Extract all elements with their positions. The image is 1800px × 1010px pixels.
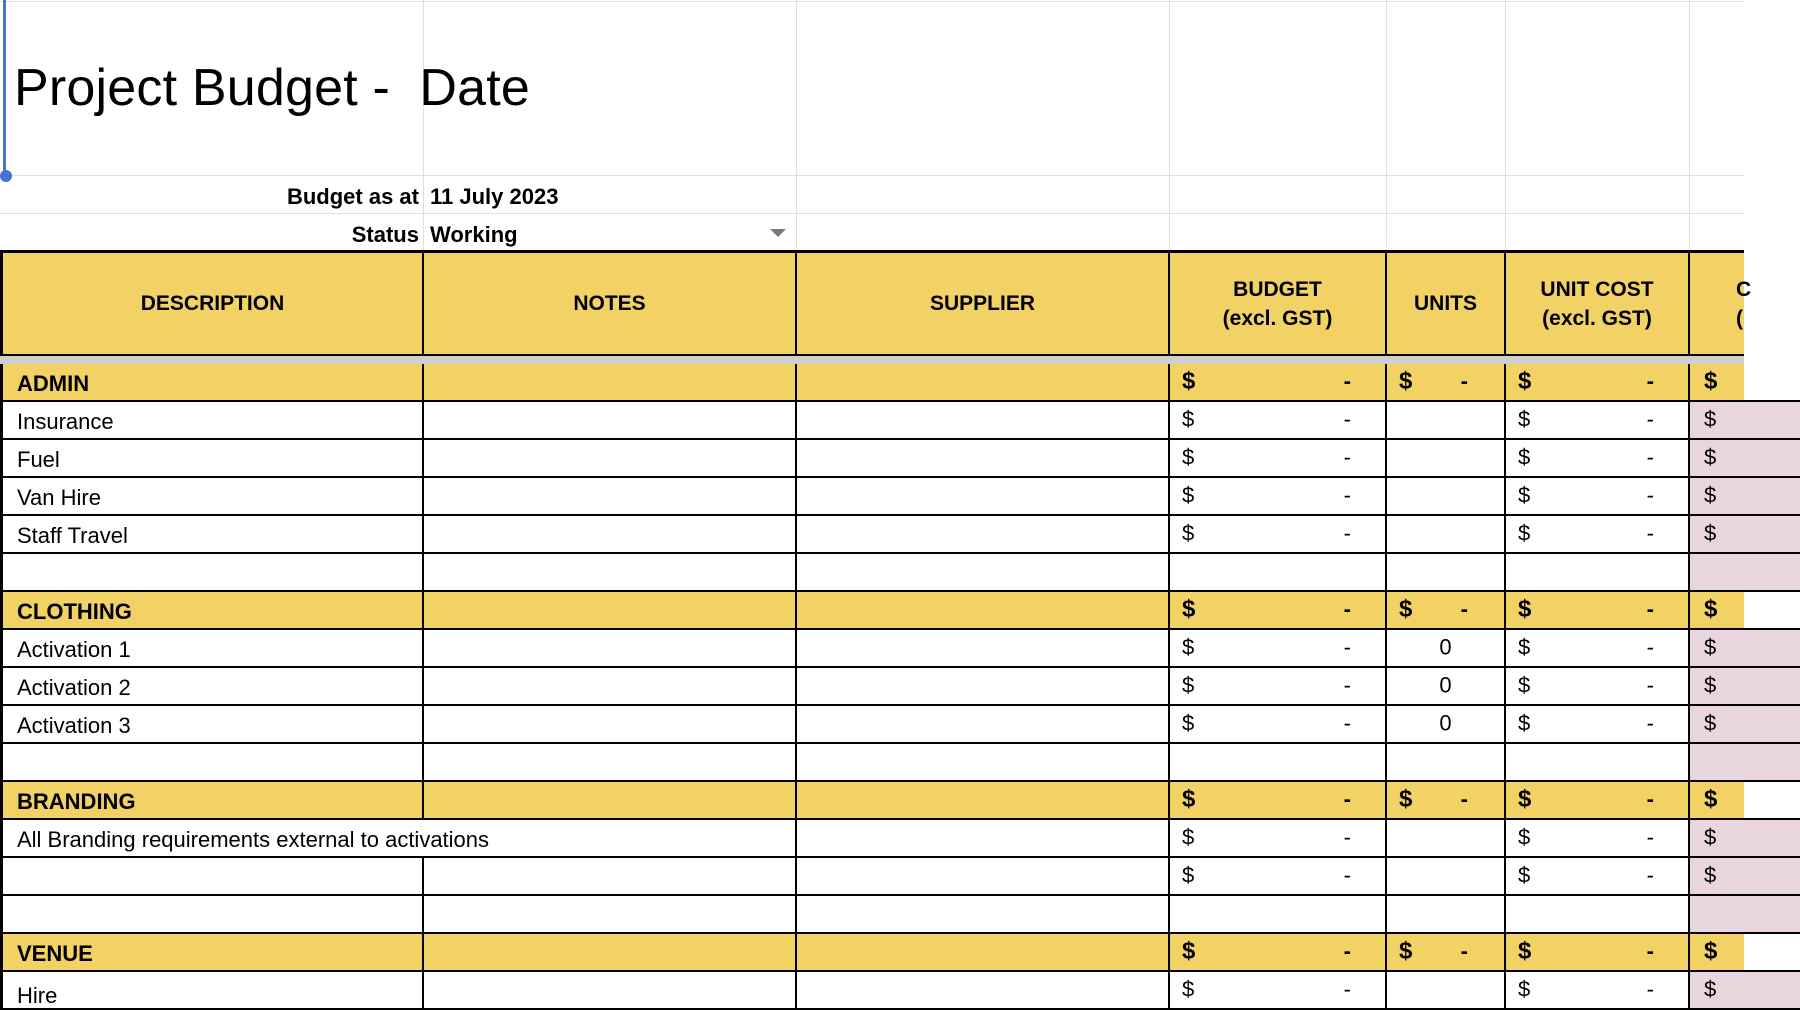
unit-cost-cell [1506,592,1690,630]
header-units[interactable]: UNITS [1387,253,1506,354]
currency-symbol: $ [1518,862,1531,888]
table-row-empty[interactable] [0,554,1744,592]
unit-cost-cell [1506,782,1690,820]
currency-symbol: $ [1518,444,1531,470]
currency-symbol: $ [1399,595,1413,623]
units-cell[interactable] [1387,402,1506,440]
currency-symbol: $ [1182,444,1195,470]
table-row[interactable] [0,440,1744,478]
status-dropdown[interactable]: Working [430,222,518,247]
next-column-cell [1690,592,1800,630]
amount-dash: - [1343,520,1351,546]
amount-dash: - [1343,444,1351,470]
currency-symbol: $ [1182,785,1196,813]
amount-dash: - [1646,938,1654,964]
amount-dash: - [1646,482,1654,508]
supplier-cell[interactable] [797,440,1170,478]
category-label[interactable]: ADMIN [17,371,90,396]
units-cell[interactable] [1387,744,1506,782]
currency-symbol: $ [1182,367,1196,395]
units-cell[interactable] [1387,440,1506,478]
currency-symbol: $ [1182,937,1196,965]
currency-symbol: $ [1399,937,1413,965]
header-separator [0,356,1744,364]
next-column-cell [1690,364,1800,402]
header-description[interactable]: DESCRIPTION [0,253,424,354]
notes-cell[interactable] [424,896,797,934]
currency-symbol: $ [1518,367,1532,395]
budget-as-at-label: Budget as at [286,184,419,209]
notes-cell[interactable] [424,364,797,402]
budget-cell [1170,934,1387,972]
item-description[interactable]: Activation 1 [17,637,131,662]
currency-symbol: $ [1704,520,1717,546]
currency-symbol: $ [1704,406,1717,432]
currency-symbol: $ [1704,595,1718,623]
notes-cell[interactable] [424,972,797,1010]
currency-symbol: $ [1518,824,1531,850]
currency-symbol: $ [1182,595,1196,623]
currency-symbol: $ [1182,862,1195,888]
unit-cost-cell[interactable] [1506,554,1690,592]
supplier-cell[interactable] [797,972,1170,1010]
next-column-cell [1690,516,1800,554]
category-label[interactable]: VENUE [17,941,93,966]
header-next-line1: C [1736,277,1752,301]
currency-symbol: $ [1518,710,1531,736]
header-next-column[interactable] [1690,253,1800,354]
description-cell[interactable] [0,744,424,782]
supplier-cell[interactable] [797,744,1170,782]
description-cell[interactable] [0,858,424,896]
unit-cost-cell [1506,402,1690,440]
amount-dash: - [1646,444,1654,470]
amount-dash: - [1343,482,1351,508]
grid-line [0,213,1744,214]
budget-date-cell[interactable]: 11 July 2023 [430,184,559,209]
budget-cell [1170,630,1387,668]
budget-cell [1170,440,1387,478]
table-row[interactable] [0,516,1744,554]
table-row[interactable] [0,972,1744,1010]
unit-cost-cell [1506,934,1690,972]
supplier-cell[interactable] [797,668,1170,706]
currency-symbol: $ [1518,976,1531,1002]
currency-symbol: $ [1182,824,1195,850]
description-cell[interactable] [0,554,424,592]
notes-cell[interactable] [424,934,797,972]
amount-dash: - [1460,938,1468,964]
header-budget-line1: BUDGET [1233,277,1322,301]
table-row[interactable] [0,402,1744,440]
next-column-cell [1690,706,1800,744]
header-unit-cost[interactable] [1506,253,1690,354]
table-row[interactable] [0,820,1744,858]
currency-symbol: $ [1518,785,1532,813]
amount-dash: - [1646,406,1654,432]
amount-dash: - [1343,862,1351,888]
notes-cell[interactable] [424,478,797,516]
next-column-cell[interactable] [1690,896,1800,934]
units-value[interactable]: 0 [1439,634,1452,660]
amount-dash: - [1460,596,1468,622]
currency-symbol: $ [1182,482,1195,508]
amount-dash: - [1343,634,1351,660]
unit-cost-cell [1506,972,1690,1010]
next-column-cell [1690,630,1800,668]
description-cell[interactable] [0,896,424,934]
amount-dash: - [1343,672,1351,698]
header-next-line2: ( [1736,306,1743,330]
currency-symbol: $ [1704,937,1718,965]
next-column-cell [1690,972,1800,1010]
cell-selection-border[interactable] [3,0,6,176]
currency-symbol: $ [1518,937,1532,965]
table-row[interactable] [0,858,1744,896]
unit-cost-cell [1506,668,1690,706]
budget-cell [1170,820,1387,858]
table-row-empty[interactable] [0,896,1744,934]
item-description[interactable]: Activation 3 [17,713,131,738]
currency-symbol: $ [1704,785,1718,813]
chevron-down-icon[interactable] [770,229,786,237]
table-row[interactable] [0,478,1744,516]
units-cell[interactable] [1387,516,1506,554]
currency-symbol: $ [1518,595,1532,623]
notes-cell[interactable] [424,440,797,478]
currency-symbol: $ [1704,862,1717,888]
notes-cell[interactable] [424,706,797,744]
unit-cost-cell [1506,478,1690,516]
amount-dash: - [1646,634,1654,660]
units-cell [1387,706,1506,744]
item-description[interactable]: Hire [17,983,58,1008]
budget-cell [1170,478,1387,516]
column-header-row [0,250,1752,356]
category-label[interactable]: BRANDING [17,789,136,814]
header-budget[interactable] [1170,253,1387,354]
notes-cell[interactable] [424,554,797,592]
amount-dash: - [1343,786,1351,812]
amount-dash: - [1460,368,1468,394]
header-unit-cost-line1: UNIT COST [1540,277,1654,301]
units-cell [1387,364,1506,402]
currency-symbol: $ [1518,406,1531,432]
budget-cell[interactable] [1170,896,1387,934]
category-label[interactable]: CLOTHING [17,599,132,624]
amount-dash: - [1460,786,1468,812]
amount-dash: - [1343,596,1351,622]
supplier-cell[interactable] [797,364,1170,402]
notes-cell[interactable] [424,630,797,668]
header-supplier[interactable]: SUPPLIER [797,253,1170,354]
currency-symbol: $ [1704,976,1717,1002]
units-cell[interactable] [1387,896,1506,934]
next-column-cell[interactable] [1690,554,1800,592]
item-description[interactable]: Staff Travel [17,523,128,548]
units-value[interactable]: 0 [1439,710,1452,736]
notes-cell[interactable] [424,516,797,554]
amount-dash: - [1343,976,1351,1002]
budget-cell [1170,782,1387,820]
currency-symbol: $ [1182,976,1195,1002]
supplier-cell[interactable] [797,706,1170,744]
header-budget-line2: (excl. GST) [1222,306,1333,330]
unit-cost-cell[interactable] [1506,896,1690,934]
table-row[interactable] [0,630,1744,668]
currency-symbol: $ [1518,672,1531,698]
budget-cell[interactable] [1170,744,1387,782]
amount-dash: - [1646,520,1654,546]
supplier-cell[interactable] [797,478,1170,516]
notes-cell[interactable] [424,858,797,896]
item-description[interactable]: Insurance [17,409,114,434]
amount-dash: - [1646,786,1654,812]
unit-cost-cell [1506,630,1690,668]
amount-dash: - [1646,672,1654,698]
supplier-cell[interactable] [797,516,1170,554]
units-cell [1387,630,1506,668]
currency-symbol: $ [1704,672,1717,698]
notes-cell[interactable] [424,782,797,820]
category-row-clothing[interactable] [0,592,1744,630]
budget-cell[interactable] [1170,554,1387,592]
notes-cell[interactable] [424,668,797,706]
currency-symbol: $ [1704,482,1717,508]
unit-cost-cell [1506,440,1690,478]
supplier-cell[interactable] [797,630,1170,668]
currency-symbol: $ [1704,634,1717,660]
next-column-cell [1690,858,1800,896]
supplier-cell[interactable] [797,820,1170,858]
next-column-cell[interactable] [1690,744,1800,782]
supplier-cell[interactable] [797,554,1170,592]
units-cell [1387,782,1506,820]
next-column-cell [1690,820,1800,858]
units-cell [1387,668,1506,706]
currency-symbol: $ [1704,824,1717,850]
item-description[interactable]: Van Hire [17,485,101,510]
amount-dash: - [1646,976,1654,1002]
amount-dash: - [1343,406,1351,432]
category-row-venue[interactable] [0,934,1744,972]
amount-dash: - [1646,368,1654,394]
supplier-cell[interactable] [797,592,1170,630]
amount-dash: - [1646,862,1654,888]
amount-dash: - [1343,824,1351,850]
budget-cell [1170,402,1387,440]
notes-cell[interactable] [424,592,797,630]
unit-cost-cell[interactable] [1506,744,1690,782]
currency-symbol: $ [1704,710,1717,736]
supplier-cell[interactable] [797,858,1170,896]
next-column-cell [1690,478,1800,516]
item-description[interactable]: All Branding requirements external to activations [17,827,490,852]
notes-cell[interactable] [424,402,797,440]
amount-dash: - [1343,710,1351,736]
grid-line [0,1,1744,2]
table-row-empty[interactable] [0,744,1744,782]
notes-cell[interactable] [424,744,797,782]
category-row-branding[interactable] [0,782,1744,820]
unit-cost-cell [1506,516,1690,554]
next-column-cell [1690,934,1800,972]
units-cell[interactable] [1387,972,1506,1010]
amount-dash: - [1646,710,1654,736]
units-cell[interactable] [1387,858,1506,896]
amount-dash: - [1343,368,1351,394]
currency-symbol: $ [1518,634,1531,660]
unit-cost-cell [1506,706,1690,744]
budget-cell [1170,364,1387,402]
currency-symbol: $ [1399,785,1413,813]
amount-dash: - [1343,938,1351,964]
supplier-cell[interactable] [797,782,1170,820]
category-row-admin[interactable] [0,364,1744,402]
status-label: Status [351,222,419,247]
grid-line [0,175,1744,176]
currency-symbol: $ [1182,634,1195,660]
currency-symbol: $ [1399,367,1413,395]
budget-cell [1170,516,1387,554]
header-notes[interactable]: NOTES [424,253,797,354]
currency-symbol: $ [1182,406,1195,432]
supplier-cell[interactable] [797,896,1170,934]
unit-cost-cell [1506,858,1690,896]
next-column-cell [1690,402,1800,440]
amount-dash: - [1646,824,1654,850]
units-cell[interactable] [1387,554,1506,592]
next-column-cell [1690,668,1800,706]
header-unit-cost-line2: (excl. GST) [1542,306,1652,330]
item-description[interactable]: Activation 2 [17,675,131,700]
next-column-cell [1690,440,1800,478]
budget-cell [1170,858,1387,896]
budget-cell [1170,592,1387,630]
supplier-cell[interactable] [797,402,1170,440]
item-description[interactable]: Fuel [17,447,60,472]
units-cell[interactable] [1387,478,1506,516]
units-cell [1387,934,1506,972]
selection-fill-handle[interactable] [0,170,12,182]
table-row[interactable] [0,706,1744,744]
budget-cell [1170,668,1387,706]
budget-cell [1170,706,1387,744]
budget-cell [1170,972,1387,1010]
supplier-cell[interactable] [797,934,1170,972]
unit-cost-cell [1506,820,1690,858]
units-cell[interactable] [1387,820,1506,858]
amount-dash: - [1646,596,1654,622]
unit-cost-cell [1506,364,1690,402]
table-row[interactable] [0,668,1744,706]
currency-symbol: $ [1518,482,1531,508]
currency-symbol: $ [1182,672,1195,698]
currency-symbol: $ [1704,444,1717,470]
next-column-cell [1690,782,1800,820]
units-value[interactable]: 0 [1439,672,1452,698]
page-title[interactable]: Project Budget - Date [14,59,530,117]
units-cell [1387,592,1506,630]
currency-symbol: $ [1518,520,1531,546]
currency-symbol: $ [1182,710,1195,736]
currency-symbol: $ [1704,367,1718,395]
currency-symbol: $ [1182,520,1195,546]
